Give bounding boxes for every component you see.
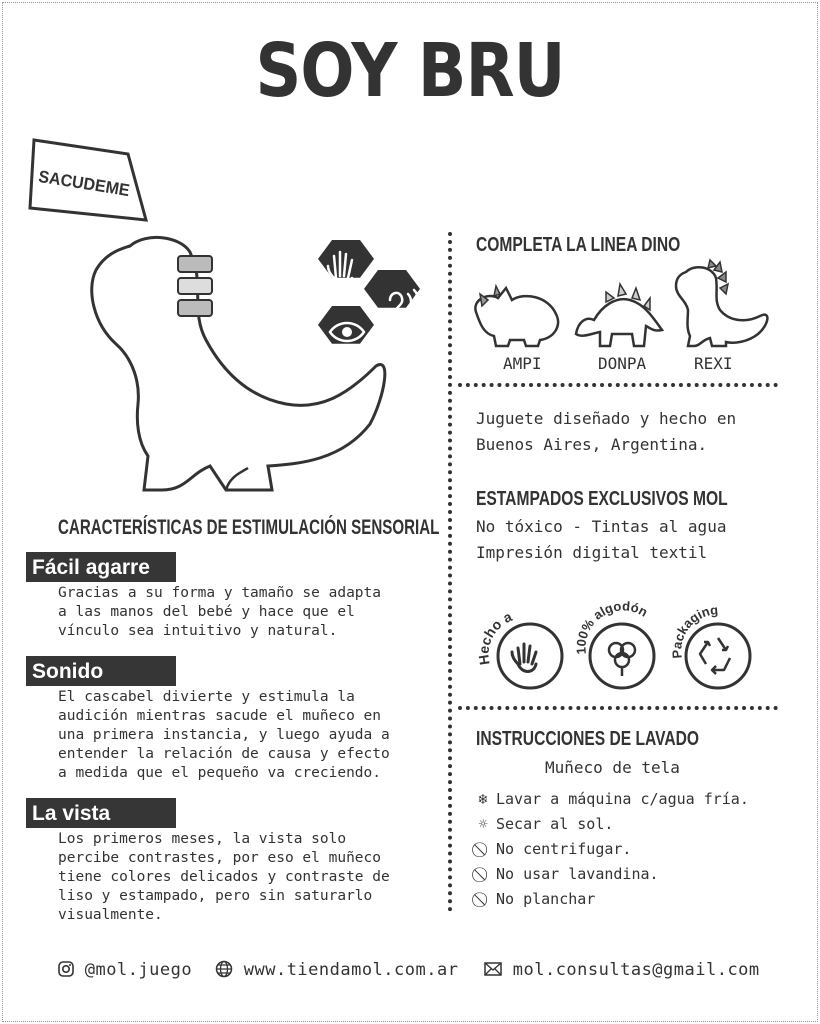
eye-pupil <box>342 327 352 337</box>
badge-packaging <box>664 600 768 696</box>
prohibited-icon <box>474 840 492 858</box>
ampi-drawing <box>468 280 568 350</box>
dino-name-rexi: REXI <box>694 354 733 373</box>
globe-icon <box>215 960 233 978</box>
prints-line-1: No tóxico - Tintas al agua <box>476 517 727 536</box>
feature-label-sound: Sonido <box>26 656 176 686</box>
prohibited-icon <box>474 890 492 908</box>
sensory-heading: CARACTERÍSTICAS DE ESTIMULACIÓN SENSORIAL <box>58 516 440 539</box>
column-divider <box>448 232 452 912</box>
made-in-text: Juguete diseñado y hecho en Buenos Aires, Argentina. <box>476 409 737 454</box>
prints-heading: ESTAMPADOS EXCLUSIVOS MOL <box>476 488 728 510</box>
wash-subtitle: Muñeco de tela <box>545 758 680 777</box>
rexi-drawing <box>672 258 776 348</box>
badge-packaging-label: Packaging <box>669 602 719 659</box>
prohibited-icon <box>474 865 492 883</box>
wash-item-machine: ❄ Lavar a máquina c/agua fría. <box>474 790 749 808</box>
donpa-drawing <box>572 276 668 348</box>
instagram-handle[interactable]: @mol.juego <box>84 960 193 980</box>
feature-text-grip: Gracias a su forma y tamaño se adapta a las manos del bebé y hace que el vínculo sea intuitivo y natural. <box>58 585 382 639</box>
badge-handmade <box>472 604 576 696</box>
wash-item-iron: No planchar <box>474 890 595 908</box>
feature-text-sight: Los primeros meses, la vista solo percibe contrastes, por eso el muñeco tiene colores delicados y contraste de liso y estampado, pero sin saturarlo visualmente. <box>58 831 390 923</box>
dino-tags <box>178 256 212 316</box>
page-title: SOY BRU <box>255 28 565 114</box>
email-contact[interactable] <box>484 960 760 980</box>
instagram-contact[interactable] <box>58 960 192 980</box>
mail-icon <box>484 962 502 976</box>
wash-item-bleach: No usar lavandina. <box>474 865 659 883</box>
badge-cotton-label: 100% algodón <box>573 598 651 655</box>
feature-text-sound: El cascabel divierte y estimula la audición mientras sacude el muñeco en una primera instancia, y luego ayuda a entender la relación de causa y efecto a medida que el pequeño va creciendo. <box>58 689 390 781</box>
instagram-icon <box>58 961 74 977</box>
wash-heading: INSTRUCCIONES DE LAVADO <box>476 728 700 750</box>
dino-name-ampi: AMPI <box>503 354 542 373</box>
feature-label-grip: Fácil agarre <box>26 552 176 582</box>
sensory-icons <box>306 234 426 358</box>
dino-name-donpa: DONPA <box>598 354 647 373</box>
divider-dino-line <box>458 383 778 387</box>
sun-icon: ☼ <box>478 815 488 833</box>
web-contact[interactable] <box>215 960 458 980</box>
dino-line-heading: COMPLETA LA LINEA DINO <box>476 234 681 256</box>
snowflake-icon: ❄ <box>478 790 488 808</box>
shake-tag <box>24 134 154 226</box>
divider-badges <box>458 706 778 710</box>
prints-line-2: Impresión digital textil <box>476 543 708 562</box>
shake-tag-label: SACUDEME <box>37 166 137 201</box>
email-address[interactable]: mol.consultas@gmail.com <box>512 960 760 980</box>
wash-item-sun: ☼ Secar al sol. <box>474 815 613 833</box>
wash-item-spin: No centrifugar. <box>474 840 631 858</box>
web-url[interactable]: www.tiendamol.com.ar <box>243 960 459 980</box>
badge-handmade-label: Hecho a <box>475 608 515 666</box>
badge-cotton <box>570 598 674 696</box>
feature-label-sight: La vista <box>26 798 176 828</box>
sight-hexagon <box>318 306 374 344</box>
